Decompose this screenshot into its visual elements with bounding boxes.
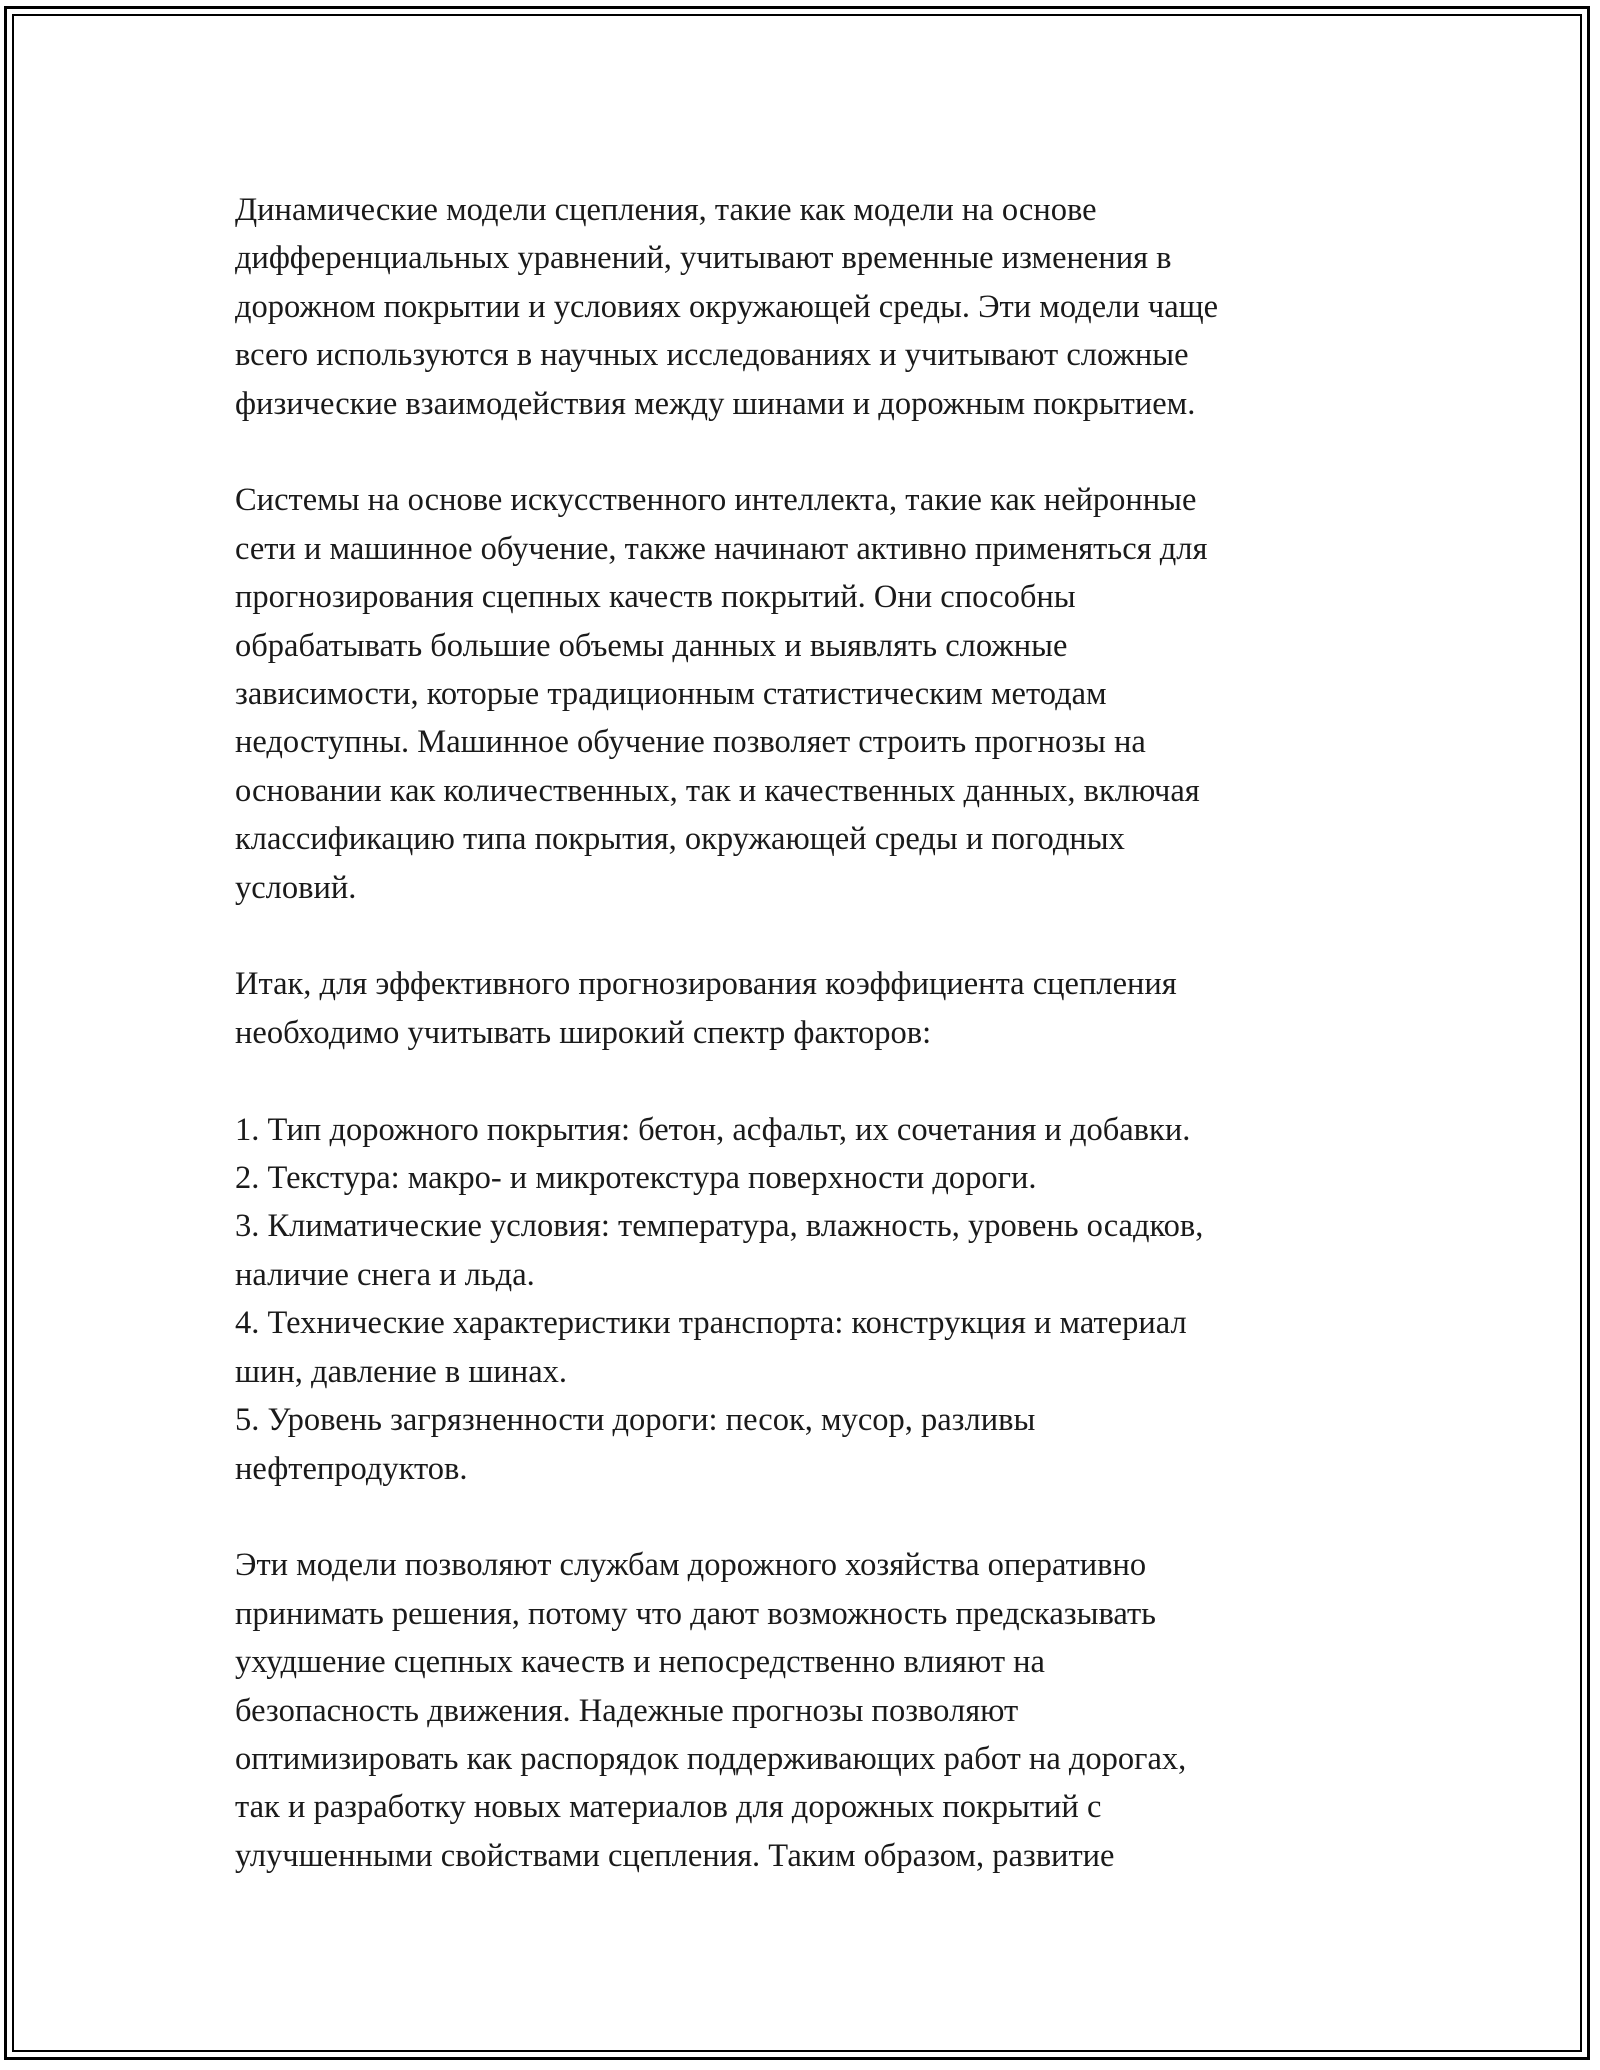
paragraph-spacer <box>235 912 1375 960</box>
list-item: 2. Текстура: макро- и микротекстура поверхности дороги. <box>235 1160 1037 1197</box>
paragraph-spacer <box>235 1493 1375 1541</box>
factors-list <box>235 1106 1375 1493</box>
list-item: 5. Уровень загрязненности дороги: песок, мусор, разливы нефтепродуктов. <box>235 1402 1036 1487</box>
list-item: 3. Климатические условия: температура, влажность, уровень осадков, наличие снега и льда. <box>235 1208 1204 1293</box>
list-item: 4. Технические характеристики транспорта: конструкция и материал шин, давление в шинах. <box>235 1305 1187 1390</box>
paragraph-ai-systems: Системы на основе искусственного интеллекта, такие как нейронные сети и машинное обучение, также начинают активно применяться для прогнозирования сцепных качеств покрытий. Они способны обрабатывать большие объемы данных и выявлять сложные зависимости, которые традиционным статистическим методам недоступны. Машинное обучение позволяет строить прогнозы на основании как количественных, так и качественных данных, включая классификацию типа покрытия, окружающей среды и погодных условий. <box>235 482 1208 906</box>
paragraph-conclusion: Эти модели позволяют службам дорожного хозяйства оперативно принимать решения, потому что дают возможность предсказывать ухудшение сцепных качеств и непосредственно влияют на безопасность движения. Надежные прогнозы позволяют оптимизировать как распорядок поддерживающих работ на дорогах, так и разработку новых материалов для дорожных покрытий с улучшенными свойствами сцепления. Таким образом, развитие <box>235 1547 1187 1874</box>
list-item: 1. Тип дорожного покрытия: бетон, асфальт, их сочетания и добавки. <box>235 1111 1191 1148</box>
paragraph-dynamic-models: Динамические модели сцепления, такие как модели на основе дифференциальных уравнений, учитывают временные изменения в дорожном покрытии и условиях окружающей среды. Эти модели чаще всего используются в научных исследованиях и учитывают сложные физические взаимодействия между шинами и дорожным покрытием. <box>235 192 1219 422</box>
paragraph-factors-intro: Итак, для эффективного прогнозирования коэффициента сцепления необходимо учитывать широкий спектр факторов: <box>235 966 1177 1051</box>
paragraph-spacer <box>235 1057 1375 1105</box>
document-body <box>235 186 1375 1880</box>
paragraph-spacer <box>235 428 1375 476</box>
